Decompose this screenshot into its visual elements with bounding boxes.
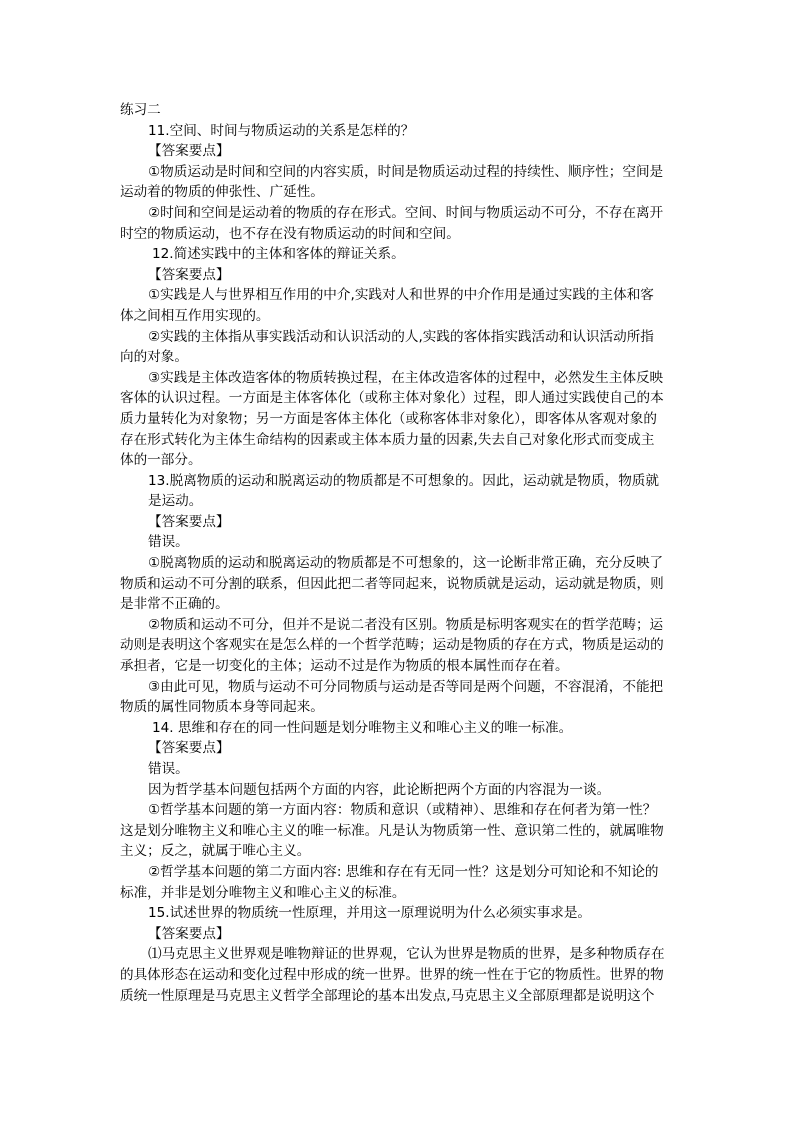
text-line: ②实践的主体指从事实践活动和认识活动的人,实践的客体指实践活动和认识活动所指 <box>148 328 654 345</box>
text-line: 错误。 <box>148 534 189 551</box>
document-page <box>120 100 675 1006</box>
text-line: 客体的认识过程。一方面是主体客体化（或称主体对象化）过程，即人通过实践使自己的本 <box>120 390 664 407</box>
text-line: 15.试述世界的物质统一性原理，并用这一原理说明为什么必须实事求是。 <box>148 905 592 922</box>
text-line: 标准，并非是划分唯物主义和唯心主义的标准。 <box>120 884 406 901</box>
text-line: 承担者，它是一切变化的主体；运动不过是作为物质的根本属性而存在着。 <box>120 658 569 675</box>
text-line: 时空的物质运动，也不存在没有物质运动的时间和空间。 <box>120 225 460 242</box>
text-line: ①脱离物质的运动和脱离运动的物质都是不可想象的，这一论断非常正确，充分反映了 <box>148 555 664 572</box>
text-line: ③实践是主体改造客体的物质转换过程，在主体改造客体的过程中，必然发生主体反映 <box>148 369 664 386</box>
text-line: 11.空间、时间与物质运动的关系是怎样的？ <box>148 122 415 139</box>
text-line: 质力量转化为对象物；另一方面是客体主体化（或称客体非对象化），即客体从客观对象的 <box>120 410 657 427</box>
text-line: ①物质运动是时间和空间的内容实质，时间是物质运动过程的持续性、顺序性；空间是 <box>148 163 664 180</box>
text-line: 因为哲学基本问题包括两个方面的内容，此论断把两个方面的内容混为一谈。 <box>148 781 611 798</box>
text-line: 【答案要点】 <box>148 143 230 160</box>
text-line: 物质和运动不可分割的联系，但因此把二者等同起来，说物质就是运动，运动就是物质，则 <box>120 575 664 592</box>
text-line: 体之间相互作用实现的。 <box>120 307 270 324</box>
text-line: 主义；反之，就属于唯心主义。 <box>120 843 311 860</box>
section-title: 练习二 <box>120 102 161 118</box>
text-line: 运动着的物质的伸张性、广延性。 <box>120 184 324 201</box>
text-line: 【答案要点】 <box>148 740 230 757</box>
text-line: 错误。 <box>148 761 189 777</box>
text-line: ②时间和空间是运动着的物质的存在形式。空间、时间与物质运动不可分，不存在离开 <box>148 204 664 221</box>
document-body <box>120 121 675 1007</box>
text-line: ①哲学基本问题的第一方面内容：物质和意识（或精神）、思维和存在何者为第一性？ <box>148 802 657 819</box>
text-line: ②哲学基本问题的第二方面内容: 思维和存在有无同一性？这是划分可知论和不知论的 <box>148 863 659 880</box>
text-line: 是运动。 <box>148 493 203 510</box>
text-line: 质统一性原理是马克思主义哲学全部理论的基本出发点,马克思主义全部原理都是说明这个 <box>120 987 655 1004</box>
text-line: 【答案要点】 <box>148 925 230 942</box>
text-line: 存在形式转化为主体生命结构的因素或主体本质力量的因素,失去自己对象化形式而变成主 <box>120 431 655 448</box>
text-line: 向的对象。 <box>120 349 188 366</box>
text-line: ⑴马克思主义世界观是唯物辩证的世界观，它认为世界是物质的世界，是多种物质存在 <box>148 946 665 963</box>
text-line: 是非常不正确的。 <box>120 596 229 613</box>
text-line: ②物质和运动不可分，但并不是说二者没有区别。物质是标明客观实在的哲学范畴；运 <box>148 616 664 633</box>
text-line: 【答案要点】 <box>148 266 230 283</box>
text-line: 物质的属性同物质本身等同起来。 <box>120 699 324 716</box>
text-line: 体的一部分。 <box>120 452 202 469</box>
text-line: 【答案要点】 <box>148 513 230 530</box>
text-line: 13.脱离物质的运动和脱离运动的物质都是不可想象的。因此，运动就是物质，物质就 <box>148 472 659 489</box>
text-line: ③由此可见，物质与运动不可分同物质与运动是否等同是两个问题，不容混淆，不能把 <box>148 678 664 695</box>
text-line: 这是划分唯物主义和唯心主义的唯一标准。凡是认为物质第一性、意识第二性的，就属唯物 <box>120 822 664 839</box>
text-line: 14. 思维和存在的同一性问题是划分唯物主义和唯心主义的唯一标准。 <box>152 719 573 736</box>
text-line: 12.简述实践中的主体和客体的辩证关系。 <box>152 246 405 263</box>
text-line: 的具体形态在运动和变化过程中形成的统一世界。世界的统一性在于它的物质性。世界的物 <box>120 966 664 983</box>
text-line: 动则是表明这个客观实在是怎么样的一个哲学范畴；运动是物质的存在方式，物质是运动的 <box>120 637 664 654</box>
text-line: ①实践是人与世界相互作用的中介,实践对人和世界的中介作用是通过实践的主体和客 <box>148 287 654 304</box>
